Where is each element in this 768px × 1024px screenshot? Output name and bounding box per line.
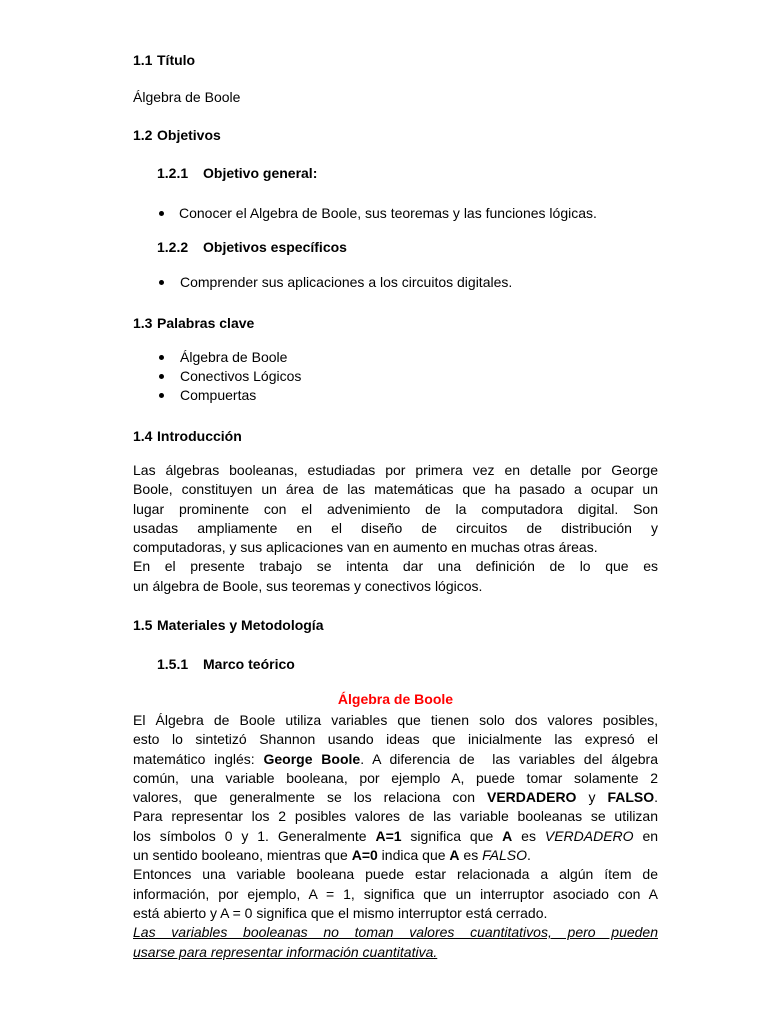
bold-text: A=0 — [351, 847, 378, 864]
heading-1-5 — [133, 616, 323, 634]
list-item-text: Álgebra de Boole — [180, 349, 288, 365]
bold-text: FALSO — [607, 789, 655, 806]
paragraph-line: lugar prominente con el advenimiento de la computadora digital. Son — [133, 500, 658, 517]
paragraph-line: común, una variable booleana, por ejemplo A, puede tomar solamente 2 — [133, 769, 658, 786]
heading-title: Título — [157, 52, 196, 68]
paragraph-line: Boole, constituyen un área de las matemáticas que ha pasado a ocupar un — [133, 481, 658, 498]
bold-text: George Boole — [263, 750, 361, 767]
heading-title: Objetivo general: — [203, 165, 318, 181]
text-run: valores, que generalmente se los relaciona con — [133, 789, 487, 806]
paragraph-line: El Álgebra de Boole utiliza variables que tienen solo dos valores posibles, — [133, 712, 658, 728]
paragraph-line: está abierto y A = 0 significa que el mismo interruptor está cerrado. — [133, 904, 548, 921]
bold-text: VERDADERO — [486, 789, 577, 806]
heading-title: Marco teórico — [203, 656, 295, 672]
bold-text: A — [502, 827, 513, 844]
title-text: Álgebra de Boole — [133, 89, 241, 105]
heading-title: Objetivos — [157, 127, 221, 143]
paragraph-line: usarse para representar información cuantitativa. — [133, 943, 438, 960]
heading-number: 1.4 — [133, 428, 153, 444]
text-run: matemático inglés: — [133, 750, 264, 767]
heading-1-2 — [133, 126, 221, 144]
paragraph-line: Para representar los 2 posibles valores de las variable booleanas se utilizan — [133, 808, 658, 825]
paragraph-line — [133, 827, 658, 846]
text-run: indica que — [377, 847, 450, 864]
list-item-text: Compuertas — [180, 387, 257, 403]
bullet-icon — [159, 355, 164, 360]
heading-1-2-1 — [157, 164, 317, 182]
paragraph-line: información, por ejemplo, A = 1, significa que un interruptor asociado con A — [133, 885, 658, 902]
bullet-icon — [159, 374, 164, 379]
heading-number: 1.2 — [133, 127, 153, 143]
heading-1-5-1 — [157, 655, 295, 673]
text-run: un sentido booleano, mientras que — [133, 847, 352, 864]
text-run: es — [459, 847, 483, 864]
text-run: es — [512, 827, 545, 844]
text-run: los símbolos 0 y 1. Generalmente — [133, 827, 376, 844]
bold-text: A — [449, 847, 460, 864]
heading-title: Palabras clave — [157, 315, 255, 331]
bullet-icon — [159, 393, 164, 398]
text-run: . A diferencia de las variables del álgebra — [360, 750, 659, 767]
heading-1-2-2 — [157, 238, 347, 256]
text-run: . — [526, 847, 531, 864]
paragraph-line: computadoras, y sus aplicaciones van en aumento en muchas otras áreas. — [133, 539, 598, 556]
list-item-text: Conectivos Lógicos — [180, 368, 302, 384]
paragraph-line: usadas ampliamente en el diseño de circuitos de distribución y — [133, 519, 658, 536]
text-run: . — [654, 789, 658, 806]
paragraph-line: Entonces una variable booleana puede estar relacionada a algún ítem de — [133, 866, 658, 883]
list-item-text: Comprender sus aplicaciones a los circuitos digitales. — [180, 274, 513, 290]
bold-text: A=1 — [375, 827, 402, 844]
marco-teorico-paragraph — [133, 711, 658, 962]
heading-title: Objetivos específicos — [203, 239, 347, 255]
bullet-icon — [159, 211, 164, 216]
bullet-icon — [159, 280, 164, 285]
heading-number: 1.2.1 — [157, 165, 189, 181]
paragraph-line — [133, 788, 658, 807]
section-red-title: Álgebra de Boole — [337, 691, 454, 707]
heading-number: 1.5 — [133, 617, 153, 633]
heading-number: 1.1 — [133, 52, 153, 68]
text-run: y — [576, 789, 608, 806]
paragraph-line: En el presente trabajo se intenta dar una definición de lo que es — [133, 558, 658, 575]
heading-number: 1.3 — [133, 315, 153, 331]
paragraph-line — [133, 846, 658, 865]
heading-1-1 — [133, 51, 195, 69]
paragraph-line: un álgebra de Boole, sus teoremas y conectivos lógicos. — [133, 577, 483, 594]
list-item-text: Conocer el Algebra de Boole, sus teoremas y las funciones lógicas. — [179, 205, 597, 221]
text-run: en — [633, 827, 659, 844]
heading-title: Introducción — [157, 428, 242, 444]
paragraph-line — [133, 750, 658, 769]
heading-title: Materiales y Metodología — [157, 617, 324, 633]
introduction-paragraph — [133, 461, 658, 596]
heading-number: 1.2.2 — [157, 239, 189, 255]
italic-text: VERDADERO — [544, 827, 634, 844]
text-run: significa que — [401, 827, 503, 844]
italic-text: FALSO — [482, 847, 527, 864]
paragraph-line: Las álgebras booleanas, estudiadas por primera vez en detalle por George — [133, 462, 658, 478]
heading-number: 1.5.1 — [157, 656, 189, 672]
heading-1-3 — [133, 314, 254, 332]
paragraph-line: Las variables booleanas no toman valores cuantitativos, pero pueden — [133, 924, 658, 941]
document-page — [133, 0, 658, 1024]
paragraph-line: esto lo sintetizó Shannon usando ideas que inicialmente las expresó el — [133, 731, 658, 748]
heading-1-4 — [133, 427, 242, 445]
